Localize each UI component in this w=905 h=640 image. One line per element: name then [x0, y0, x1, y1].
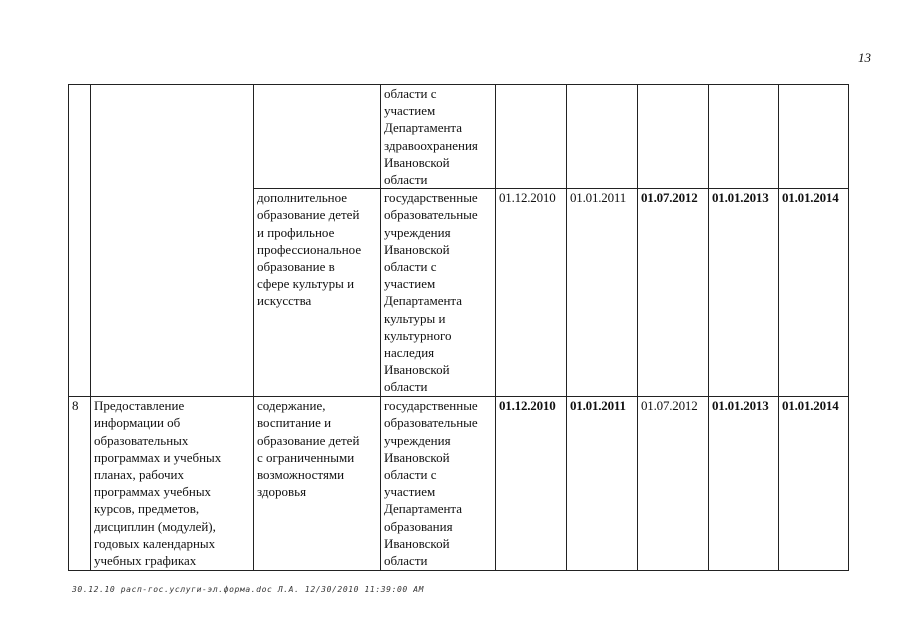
document-footer: 30.12.10 расп-гос.услуги-эл.форма.doc Л.А. 12/30/2010 11:39:00 AM [72, 585, 425, 594]
date-stage-3-cell [638, 85, 709, 189]
provider-cell: государственные образовательные учреждения Ивановской области с участием Департамента культуры и культурного наследия Ивановской области [381, 189, 496, 397]
date-stage-1-cell: 01.12.2010 [496, 397, 567, 571]
date-stage-4-cell [709, 85, 779, 189]
date-stage-4-cell: 01.01.2013 [709, 397, 779, 571]
date-stage-2-cell [567, 85, 638, 189]
category-cell: дополнительное образование детей и профильное профессиональное образование в сфере культуры и искусства [254, 189, 381, 397]
table-row [69, 85, 849, 189]
date-stage-2-cell: 01.01.2011 [567, 189, 638, 397]
category-cell [254, 85, 381, 189]
provider-cell: государственные образовательные учреждения Ивановской области с участием Департамента образования Ивановской области [381, 397, 496, 571]
category-cell: содержание, воспитание и образование детей с ограниченными возможностями здоровья [254, 397, 381, 571]
service-name-cell [91, 85, 254, 397]
provider-cell: области с участием Департамента здравоохранения Ивановской области [381, 85, 496, 189]
table-row [69, 397, 849, 571]
date-stage-5-cell: 01.01.2014 [779, 397, 849, 571]
date-stage-4-cell: 01.01.2013 [709, 189, 779, 397]
date-stage-5-cell [779, 85, 849, 189]
date-stage-5-cell: 01.01.2014 [779, 189, 849, 397]
service-name-cell: Предоставление информации об образовательных программах и учебных планах, рабочих программах учебных курсов, предметов, дисциплин (модулей), годовых календарных учебных графиках [91, 397, 254, 571]
date-stage-3-cell: 01.07.2012 [638, 397, 709, 571]
services-table [68, 84, 849, 571]
date-stage-2-cell: 01.01.2011 [567, 397, 638, 571]
date-stage-3-cell: 01.07.2012 [638, 189, 709, 397]
row-number-cell: 8 [69, 397, 91, 571]
date-stage-1-cell [496, 85, 567, 189]
date-stage-1-cell: 01.12.2010 [496, 189, 567, 397]
row-number-cell [69, 85, 91, 397]
page-number: 13 [858, 50, 871, 65]
